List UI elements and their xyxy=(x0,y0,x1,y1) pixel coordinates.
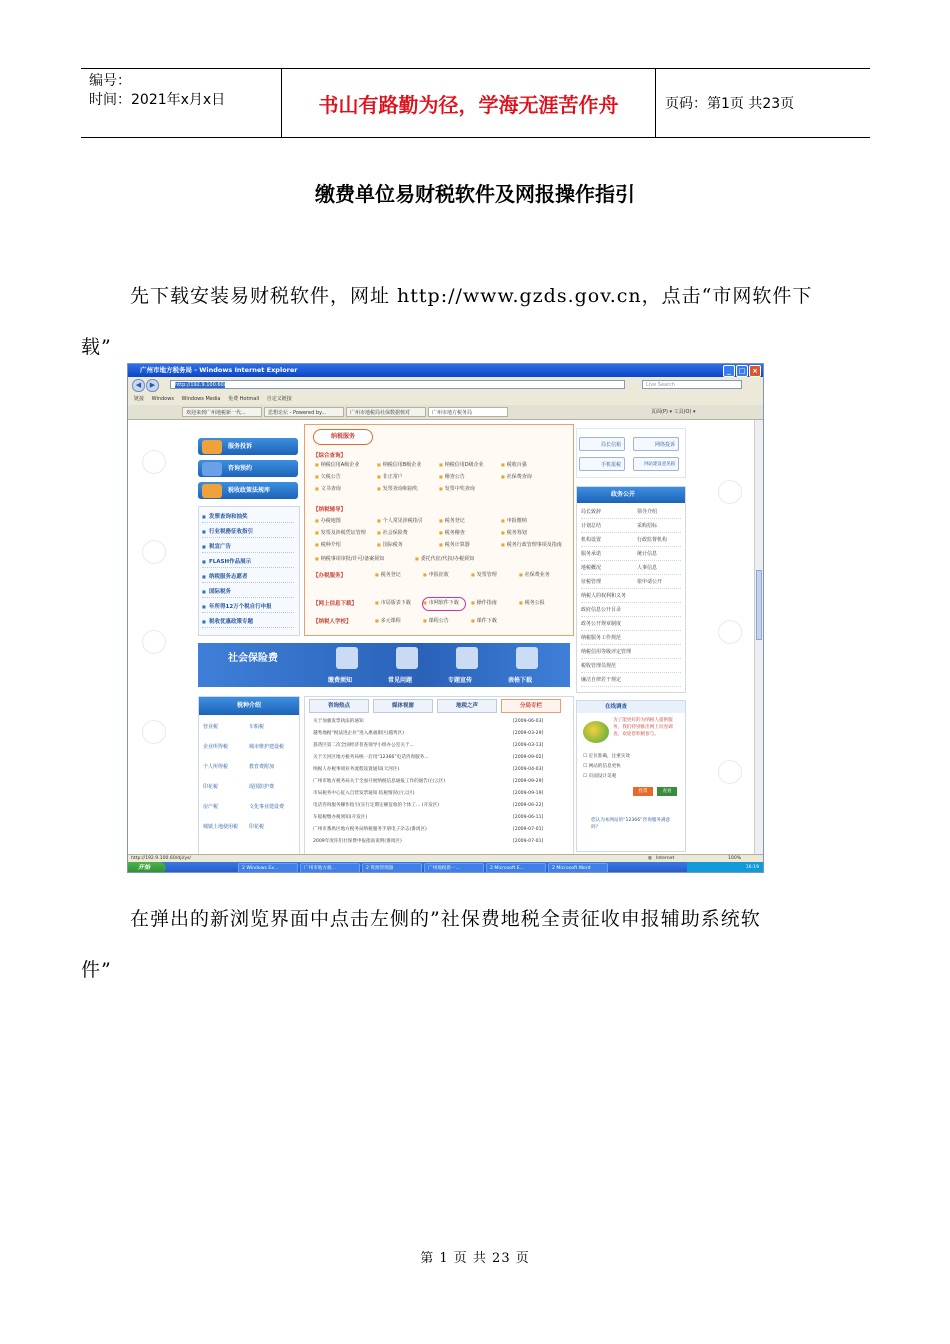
complaint-button[interactable]: 网络投诉 xyxy=(633,437,679,451)
tax-link[interactable]: 印花税 xyxy=(203,784,219,790)
banner-item[interactable]: 专题宣传 xyxy=(448,677,473,684)
people-icon xyxy=(202,440,222,454)
service-link[interactable]: ■ 课件下载 xyxy=(471,617,497,624)
section-query: 【综合查询】 xyxy=(313,453,347,459)
left-menu-item[interactable]: ■ 税宣广告 xyxy=(202,541,294,553)
window-title: 广州市地方税务局 - Windows Internet Explorer xyxy=(140,366,298,374)
service-link[interactable]: ■ 纳税信用A级企业 xyxy=(315,461,359,468)
mobile-tax-button[interactable]: 手机报税 xyxy=(579,457,625,471)
service-link[interactable]: ■ 社保费业务 xyxy=(519,571,550,578)
left-menu xyxy=(198,506,300,636)
gov-link[interactable]: 政府信息公开目录 xyxy=(581,607,622,613)
gov-row xyxy=(581,521,681,533)
watermark xyxy=(142,630,166,654)
number-label: 编号： xyxy=(89,73,131,89)
quick-links xyxy=(576,428,686,478)
address-url: http://192.9.100.60/ xyxy=(175,382,226,388)
link-0[interactable]: 链接 xyxy=(134,396,145,402)
service-link[interactable]: ■ 税务公报 xyxy=(519,599,545,606)
tax-link[interactable]: 堤围防护费 xyxy=(249,784,275,790)
book-icon xyxy=(202,484,222,498)
section-school: 【纳税人学校】 xyxy=(313,619,352,625)
news-date: [2009-09-19] xyxy=(513,791,544,796)
survey-option-label: 网站的信息更快 xyxy=(588,764,621,769)
gov-row xyxy=(581,605,681,617)
news-row[interactable] xyxy=(313,777,568,786)
news-row[interactable] xyxy=(313,717,568,726)
service-link[interactable]: ■ 税务计算器 xyxy=(439,541,470,548)
time-label: 时间：2021年x月x日 xyxy=(89,92,226,108)
status-url: http://192.9.100.60/dji/ys/ xyxy=(131,856,191,861)
suggestion-button[interactable]: 网站建设意见箱 xyxy=(633,457,679,471)
tab-1[interactable]: 思想论坛 - Powered by... xyxy=(264,407,344,417)
section-download: 【网上信息下载】 xyxy=(313,601,358,607)
news-title: 广州市地方税务局关于全面开展纳税信息通报工作的通告(白云区) xyxy=(313,779,446,784)
gov-link[interactable]: 地税概况 xyxy=(581,565,602,571)
service-panel xyxy=(304,424,574,636)
news-row[interactable] xyxy=(313,753,568,762)
banner-item[interactable]: 常见问题 xyxy=(388,677,413,684)
survey-option[interactable]: ☐ 网站的信息更快 xyxy=(583,764,621,769)
survey-option-label: 页面设计美观 xyxy=(588,774,617,779)
service-link[interactable]: ■ 税务登记 xyxy=(375,571,401,578)
chart-icon xyxy=(456,647,478,669)
news-tab[interactable]: 地税之声 xyxy=(437,699,497,713)
left-menu-item[interactable]: ■ FLASH作品展示 xyxy=(202,556,294,568)
minimize-icon[interactable]: _ xyxy=(723,365,735,377)
news-row[interactable] xyxy=(313,741,568,750)
section-guidance: 【纳税辅导】 xyxy=(313,507,347,513)
service-link[interactable]: ■ 发票管理 xyxy=(471,571,497,578)
service-link[interactable]: ■ 纳税信用B级企业 xyxy=(377,461,421,468)
software-download-link[interactable]: ■ 市网软件下载 xyxy=(423,599,459,606)
service-link[interactable]: ■ 多元课程 xyxy=(375,617,401,624)
banner-item[interactable]: 表格下载 xyxy=(508,677,533,684)
news-row[interactable] xyxy=(313,729,568,738)
vertical-scrollbar[interactable] xyxy=(754,420,763,854)
service-row xyxy=(375,599,565,607)
gov-row xyxy=(581,563,681,575)
tax-link[interactable]: 印花税 xyxy=(249,824,265,830)
service-row xyxy=(315,461,565,469)
news-title: 关于天河区地方税务局统一启用“12366”电话咨询服务... xyxy=(313,755,429,760)
news-tab[interactable]: 分局专栏 xyxy=(501,699,561,713)
news-date: [2009-09-29] xyxy=(513,779,544,784)
gov-row xyxy=(581,675,681,687)
service-link[interactable]: ■ 社保费查询 xyxy=(501,473,532,480)
news-tab[interactable]: 咨询热点 xyxy=(309,699,369,713)
service-link[interactable]: ■ 税收百强 xyxy=(501,461,527,468)
gov-link[interactable]: 计划总结 xyxy=(581,523,602,529)
watermark xyxy=(142,450,166,474)
service-link[interactable]: ■ 税务筹划 xyxy=(501,529,527,536)
gov-open-panel xyxy=(576,486,686,693)
tax-types-title: 税种介绍 xyxy=(199,697,299,715)
gov-row xyxy=(581,619,681,631)
taskbar-task[interactable]: 2 资源管理器 xyxy=(362,863,422,873)
gov-link[interactable]: 领导介绍 xyxy=(637,509,658,515)
gov-link[interactable]: 服务承诺 xyxy=(581,551,602,557)
service-link[interactable]: ■ 申报缴纳 xyxy=(501,517,527,524)
news-title: 车船税缴办税须知(开发区) xyxy=(313,815,368,820)
left-btn-appointment[interactable]: 咨询预约 xyxy=(198,460,298,477)
tax-link[interactable]: 城市维护建设税 xyxy=(249,744,285,750)
left-menu-item[interactable]: ■ 年所得12万个税自行申报 xyxy=(202,601,294,613)
left-btn-complaint[interactable]: 服务投诉 xyxy=(198,438,298,455)
gov-row xyxy=(581,661,681,673)
taskbar-task[interactable]: 广州市地方税... xyxy=(300,863,360,873)
toolbar-right[interactable]: 页面(P) ▾ 工具(O) ▾ xyxy=(651,409,696,415)
gov-row xyxy=(581,535,681,547)
news-date: [2009-06-11] xyxy=(513,815,544,820)
header-table xyxy=(81,68,870,138)
gov-link[interactable]: 行政监督机构 xyxy=(637,537,668,543)
globe-icon: ◍ xyxy=(648,856,653,861)
tax-link[interactable]: 个人所得税 xyxy=(203,764,229,770)
banner-item[interactable]: 缴费须知 xyxy=(328,677,353,684)
left-menu-item[interactable]: ■ 行业税務征收指引 xyxy=(202,526,294,538)
paragraph-1-line-2: 载” xyxy=(81,336,112,358)
highlight-circle xyxy=(422,597,466,611)
zoom-level[interactable]: 100% xyxy=(728,856,742,861)
service-link[interactable]: ■ 办税地图 xyxy=(315,517,341,524)
gov-link[interactable]: 采购招标 xyxy=(637,523,658,529)
clock: 16:19 xyxy=(745,865,759,870)
gov-link[interactable]: 廉洁自律若干规定 xyxy=(581,677,622,683)
live-search-input[interactable]: Live Search xyxy=(642,380,742,389)
gov-link[interactable]: 依申请公开 xyxy=(637,579,663,585)
header-meta-cell xyxy=(81,69,281,137)
survey-option[interactable]: ☐ 定位准确，注重实效 xyxy=(583,754,630,759)
service-link[interactable]: ■ 发票中奖查询 xyxy=(439,485,475,492)
window-controls xyxy=(723,365,761,377)
gov-row xyxy=(581,647,681,659)
taskbar-task[interactable]: 2 Microsoft Word xyxy=(548,863,608,873)
left-menu-item[interactable]: ■ 纳税服务志愿者 xyxy=(202,571,294,583)
watermark xyxy=(718,760,742,784)
service-link[interactable]: ■ 税务稽查 xyxy=(439,529,465,536)
table-icon xyxy=(516,647,538,669)
news-title: 电话咨询服务操作指引(实行定期定额征收的个体工... (开发区) xyxy=(313,803,440,808)
forward-icon[interactable]: ▶ xyxy=(146,379,159,392)
watermark xyxy=(718,480,742,504)
left-btn-law-db[interactable]: 税收政策法规库 xyxy=(198,482,298,499)
service-row xyxy=(375,571,565,579)
page-footer: 第 1 页 共 23 页 xyxy=(420,1251,530,1266)
tab-bar xyxy=(128,405,763,420)
news-date: [2009-04-03] xyxy=(513,767,544,772)
close-icon[interactable]: × xyxy=(749,365,761,377)
tab-2[interactable]: 广州市地税局社保数据核对 xyxy=(346,407,426,417)
scroll-thumb[interactable] xyxy=(756,570,762,640)
motto: 书山有路勤为径，学海无涯苦作舟 xyxy=(281,69,656,137)
news-title: 关于加强发票执法的通知 xyxy=(313,719,364,724)
survey-panel xyxy=(576,700,686,852)
system-tray xyxy=(687,862,763,873)
taskbar-task[interactable]: 2 Windows Ex... xyxy=(238,863,298,873)
start-button[interactable]: 开始 xyxy=(128,862,166,873)
news-date: [2009-07-01] xyxy=(513,839,544,844)
service-title: 纳税服务 xyxy=(313,429,373,445)
service-link[interactable]: ■ 文书查询 xyxy=(315,485,341,492)
news-row[interactable] xyxy=(313,825,568,834)
view-button[interactable]: 查看 xyxy=(657,787,677,796)
link-2[interactable]: Windows Media xyxy=(181,396,221,402)
gov-link[interactable]: 机构设置 xyxy=(581,537,602,543)
document-title: 缴费单位易财税软件及网报操作指引 xyxy=(315,182,635,206)
service-link[interactable]: ■ 市局版表下载 xyxy=(375,599,411,606)
gov-link[interactable]: 局长致辞 xyxy=(581,509,602,515)
gov-link[interactable]: 统计信息 xyxy=(637,551,658,557)
news-date: [2009-09-02] xyxy=(513,755,544,760)
survey-title: 在线调查 xyxy=(577,701,685,713)
tax-types-panel xyxy=(198,696,300,854)
gov-link[interactable]: 纳税服务工作规范 xyxy=(581,635,622,641)
service-row xyxy=(315,517,565,525)
gov-link[interactable]: 征税管理 xyxy=(581,579,602,585)
service-link[interactable]: ■ 纳税信用D级企业 xyxy=(439,461,484,468)
maximize-icon[interactable]: □ xyxy=(736,365,748,377)
social-insurance-banner[interactable] xyxy=(198,643,570,687)
service-link[interactable]: ■ 税务登记 xyxy=(439,517,465,524)
tax-link[interactable]: 教育费附加 xyxy=(249,764,275,770)
service-row xyxy=(315,485,565,493)
taskbar-task[interactable]: 广州地税新一... xyxy=(424,863,484,873)
tax-link[interactable]: 企业所得税 xyxy=(203,744,229,750)
link-4[interactable]: 自定义链接 xyxy=(266,396,292,402)
gov-link[interactable]: 政务公开规章制度 xyxy=(581,621,622,627)
taskbar-task[interactable]: 2 Microsoft E... xyxy=(486,863,546,873)
gov-row xyxy=(581,507,681,519)
news-row[interactable] xyxy=(313,765,568,774)
news-panel xyxy=(304,696,574,854)
news-title: 2009年度你们社保费申报指南说明(番禺区) xyxy=(313,839,402,844)
browser-screenshot xyxy=(127,363,764,873)
service-link[interactable]: ■ 国际税务 xyxy=(377,541,403,548)
service-link[interactable]: ■ 申报征收 xyxy=(423,571,449,578)
news-date: [2009-07-01] xyxy=(513,827,544,832)
service-link[interactable]: ■ 委托代征/代扣/办税须知 xyxy=(415,555,474,562)
news-row[interactable] xyxy=(313,837,568,846)
gov-link[interactable]: 纳税人的权利和义务 xyxy=(581,593,627,599)
vote-button[interactable]: 投票 xyxy=(633,787,653,796)
taskbar xyxy=(128,862,763,873)
left-menu-item[interactable]: ■ 国际税务 xyxy=(202,586,294,598)
news-tab[interactable]: 媒体视窗 xyxy=(373,699,433,713)
service-link[interactable]: ■ 稽查公告 xyxy=(439,473,465,480)
address-input[interactable] xyxy=(170,380,625,389)
service-link[interactable]: ■ 个人常见涉税指引 xyxy=(377,517,423,524)
service-link[interactable]: ■ 社会保险费 xyxy=(377,529,408,536)
gov-row xyxy=(581,591,681,603)
news-title: 越秀地税“税法进企业”进入惠福街区(越秀区) xyxy=(313,731,405,736)
service-row xyxy=(315,555,565,563)
address-bar xyxy=(128,377,763,394)
gov-row xyxy=(581,577,681,589)
people-icon xyxy=(202,462,222,476)
mailbox-button[interactable]: 局长信箱 xyxy=(579,437,625,451)
tax-link[interactable]: 营业税 xyxy=(203,724,219,730)
watermark xyxy=(142,540,166,564)
service-link[interactable]: ■ 欠税公告 xyxy=(315,473,341,480)
back-icon[interactable]: ◀ xyxy=(132,379,145,392)
service-link[interactable]: ■ 发票及涉税凭证管理 xyxy=(315,529,366,536)
service-link[interactable]: ■ 税务行政管理事项及指南 xyxy=(501,541,562,548)
news-date: [2009-03-29] xyxy=(513,731,544,736)
disc-icon xyxy=(583,721,609,743)
status-zone: Internet xyxy=(656,856,675,861)
gov-row xyxy=(581,633,681,645)
banner-title: 社会保险费 xyxy=(228,653,278,664)
left-menu-item[interactable]: ■ 发票查询和抽奖 xyxy=(202,511,294,523)
news-row[interactable] xyxy=(313,813,568,822)
service-link[interactable]: ■ 非正常户 xyxy=(377,473,403,480)
news-date: [2009-03-13] xyxy=(513,743,544,748)
survey-note[interactable]: 您认为本网站的“12366”咨询服务满意吗？ xyxy=(591,818,671,830)
service-row xyxy=(315,541,565,549)
gov-link[interactable]: 人事信息 xyxy=(637,565,658,571)
link-1[interactable]: Windows xyxy=(151,396,174,402)
left-menu-item[interactable]: ■ 税收优惠政策专题 xyxy=(202,616,294,628)
service-row xyxy=(375,617,565,625)
watermark xyxy=(142,720,166,744)
monitor-icon xyxy=(396,647,418,669)
news-title: 广州市番禺区地方税务局纳税服务手册电子杂志(番禺区) xyxy=(313,827,427,832)
survey-option[interactable]: ☐ 页面设计美观 xyxy=(583,774,617,779)
tax-link[interactable]: 城镇土地使用税 xyxy=(203,824,239,830)
news-date: [2009-06-22] xyxy=(513,803,544,808)
survey-option-label: 定位准确，注重实效 xyxy=(588,754,630,759)
paragraph-2-line-1: 在弹出的新浏览界面中点击左侧的”社保费地税全责征收申报辅助系统软 xyxy=(130,908,761,930)
paragraph-2-line-2: 件” xyxy=(81,959,112,981)
paragraph-1-line-1: 先下载安装易财税软件，网址 http://www.gzds.gov.cn，点击“市网软件下 xyxy=(130,285,813,307)
news-title: 纳税人办税事项业务流程设置通知(天河区) xyxy=(313,767,400,772)
status-bar xyxy=(128,854,763,862)
gov-row xyxy=(581,549,681,561)
news-title: 荔湾区第二次全国经济普查领导小组办公室关于... xyxy=(313,743,414,748)
news-date: [2009-06-03] xyxy=(513,719,544,724)
service-link[interactable]: ■ 发票查询和抽奖 xyxy=(377,485,418,492)
service-row xyxy=(315,529,565,537)
gov-link[interactable]: 纳税信用等级评定管理 xyxy=(581,649,632,655)
survey-intro: 为了能更好的为纳税人提供服务，我们特别推出网上问卷调查，欢迎您积极参与。 xyxy=(613,718,673,737)
window-titlebar xyxy=(128,364,763,377)
link-3[interactable]: 免费 Hotmail xyxy=(228,396,260,402)
service-link[interactable]: ■ 纳税事项审批/许可/备案须知 xyxy=(315,555,384,562)
service-row xyxy=(315,473,565,481)
document-icon xyxy=(336,647,358,669)
gov-open-title: 政务公开 xyxy=(577,487,685,503)
tax-link[interactable]: 文化事业建设费 xyxy=(249,804,285,810)
tax-link[interactable]: 房产税 xyxy=(203,804,219,810)
news-row[interactable] xyxy=(313,801,568,810)
service-link[interactable]: ■ 课程公告 xyxy=(423,617,449,624)
gov-link[interactable]: 税收管理员规范 xyxy=(581,663,617,669)
tab-3[interactable]: 广州市地方税务局 xyxy=(428,407,508,417)
section-service: 【办税服务】 xyxy=(313,573,347,579)
service-link[interactable]: ■ 税种介绍 xyxy=(315,541,341,548)
page-label: 页码：第1页 共23页 xyxy=(665,96,795,112)
tab-0[interactable]: 欢迎来到广州地税新一代... xyxy=(182,407,262,417)
news-row[interactable] xyxy=(313,789,568,798)
page-body xyxy=(128,420,756,854)
service-link[interactable]: ■ 操作指南 xyxy=(471,599,497,606)
tax-link[interactable]: 车船税 xyxy=(249,724,265,730)
news-title: 市局税务中心征入自营发票通知 结税情况(白云区) xyxy=(313,791,415,796)
watermark xyxy=(718,620,742,644)
